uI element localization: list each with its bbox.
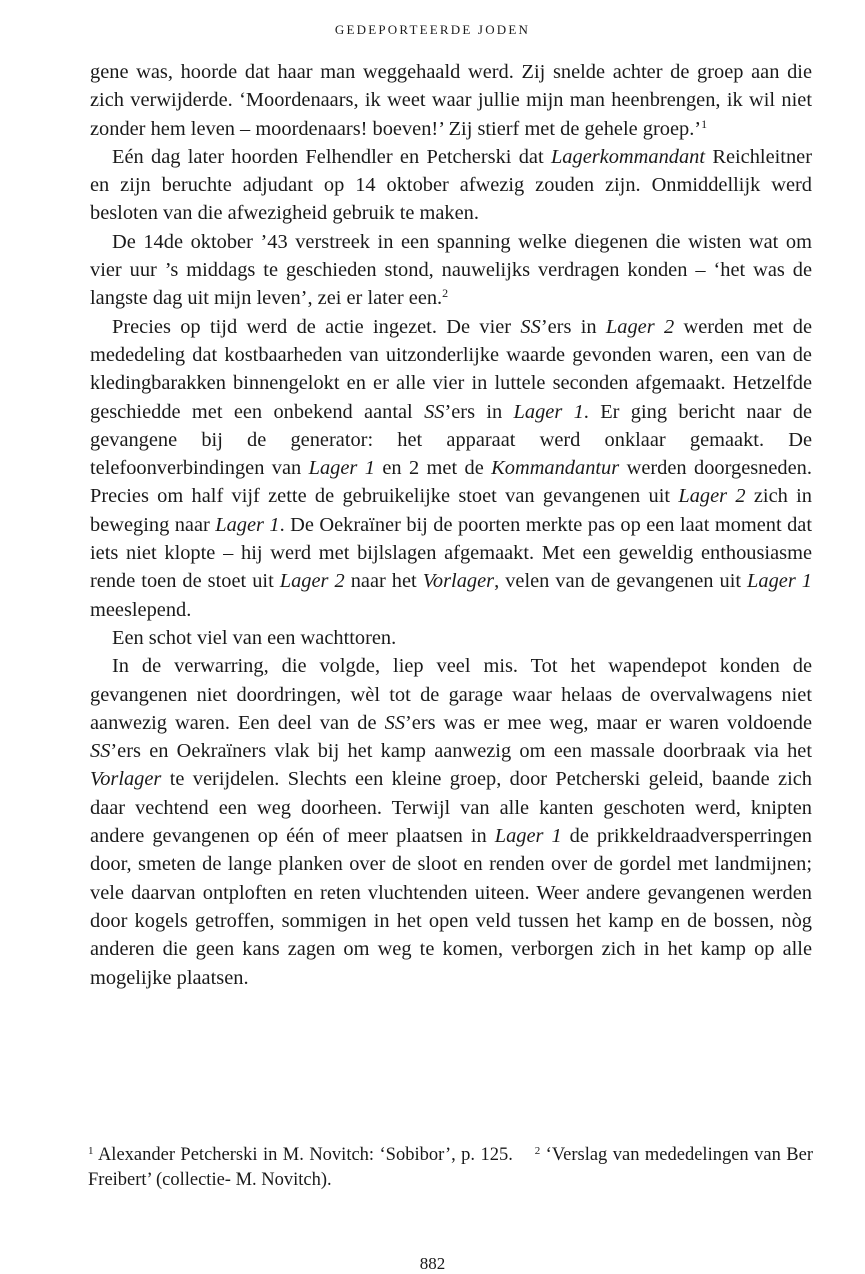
text-run: ’ers was er mee weg, maar er waren voldoende xyxy=(405,711,813,734)
footnote-text: Alexander Petcherski in M. Novitch: ‘Sobibor’, p. 125. xyxy=(97,1145,513,1165)
footnote-ref: 1 xyxy=(701,116,708,131)
text-run: . Er ging bericht naar de gevangene bij de generator: het apparaat werd onklaar gemaakt. De telefoonverbindingen van xyxy=(90,400,812,480)
italic-text: Lager 1 xyxy=(494,825,562,848)
text-run: werden doorgesneden. Precies om half vijf zette de gebruikelijke stoet van gevangenen uit xyxy=(90,457,812,508)
italic-text: Lager 2 xyxy=(605,315,675,338)
italic-text: Lager 2 xyxy=(678,485,746,508)
italic-text: Lager 2 xyxy=(279,570,345,593)
paragraph xyxy=(90,58,812,143)
text-run: meeslepend. xyxy=(90,598,192,621)
italic-text: Lagerkommandant xyxy=(550,145,706,168)
italic-text: Kommandantur xyxy=(491,457,620,480)
footnote-mark: 1 xyxy=(88,1145,94,1157)
running-head: GEDEPORTEERDE JODEN xyxy=(334,22,531,37)
paragraph xyxy=(90,624,812,652)
footnote-ref: 2 xyxy=(442,286,449,301)
paragraph xyxy=(90,228,812,313)
text-run: . De Oekraïner bij de poorten merkte pas op een laat moment dat iets niet klopte – hij werd met bijlslagen afgemaakt. Met een geweldig enthousiasme rende toen de stoet uit xyxy=(90,513,812,593)
text-run: De 14de oktober ’43 verstreek in een spanning welke diegenen die wisten wat om vier uur ’s middags te geschieden stond, nauwelijks verdragen konden – ‘het was de langste dag uit mijn leven’, zei er later een. xyxy=(90,230,812,310)
italic-text: Lager 1 xyxy=(215,513,280,536)
italic-text: Vorlager xyxy=(422,570,495,593)
text-run: naar het xyxy=(344,570,423,593)
footnotes xyxy=(88,1143,813,1193)
italic-text: Lager 1 xyxy=(747,570,812,593)
text-run: Een schot viel van een wachttoren. xyxy=(112,626,397,649)
text-run: werden met de mededeling dat kostbaarheden van uitzonderlijke waarde gevonden waren, een van de kledingbarakken binnengelokt en er alle vier in luttele seconden afgemaakt. Hetzelfde geschiedde met een onbekend aantal xyxy=(90,315,813,423)
text-run: en 2 met de xyxy=(374,457,492,480)
text-run: Eén dag later hoorden Felhendler en Petcherski dat xyxy=(112,145,551,168)
text-run: te verijdelen. Slechts een kleine groep, door Petcherski geleid, baande zich daar vechtend een weg doorheen. Terwijl van alle kanten geschoten werd, knipten andere gevangenen op één of meer plaatsen in xyxy=(90,768,812,848)
italic-text: Lager 1 xyxy=(513,400,584,423)
text-run: de prikkeldraadversperringen door, smeten de lange planken over de sloot en renden over de gordel met landmijnen; vele daarvan ontploften en reten vluchtenden uiteen. Weer andere gevangenen werden door kogels getroffen, sommigen in het open veld tussen het kamp en de bossen, nòg anderen die geen kans zagen om weg te komen, verborgen zich in het kamp op alle mogelijke plaatsen. xyxy=(90,825,813,989)
footnote-mark: 2 xyxy=(534,1145,541,1157)
italic-text: SS xyxy=(90,740,111,763)
paragraph xyxy=(90,143,812,228)
text-run: ’ers en Oekraïners vlak bij het kamp aanwezig om een massale doorbraak via het xyxy=(110,740,812,763)
body-text xyxy=(90,58,812,992)
footnote-text: ‘Verslag van mededelingen van Ber Freibert’ (collectie- M. Novitch). xyxy=(88,1145,814,1190)
text-run: gene was, hoorde dat haar man weggehaald werd. Zij snelde achter de groep aan die zich verwijderde. ‘Moordenaars, ik weet waar jullie mijn man heenbrengen, ik wil niet zonder hem leven – moordenaars! boeven!’ Zij stierf met de gehele groep.’ xyxy=(90,61,812,140)
italic-text: Lager 1 xyxy=(308,457,375,480)
italic-text: SS xyxy=(424,400,445,423)
italic-text: Vorlager xyxy=(90,768,162,791)
italic-text: SS xyxy=(520,315,541,338)
italic-text: SS xyxy=(384,711,406,734)
text-run: ’ers in xyxy=(540,315,606,338)
paragraph xyxy=(90,652,812,992)
text-run: zich in beweging naar xyxy=(90,485,812,536)
text-run: ’ers in xyxy=(444,400,514,423)
text-run: In de verwarring, die volgde, liep veel mis. Tot het wapendepot konden de gevangenen niet doordringen, wèl tot de garage waar helaas de overvalwagens niet aanwezig waren. Een deel van de xyxy=(90,655,812,734)
paragraph xyxy=(90,313,812,624)
text-run: Precies op tijd werd de actie ingezet. De vier xyxy=(112,315,521,338)
page-number: 882 xyxy=(419,1254,446,1273)
text-run: , velen van de gevangenen uit xyxy=(494,570,748,593)
text-run: Reichleitner en zijn beruchte adjudant op 14 oktober afwezig zouden zijn. Onmiddellijk werd besloten van die afwezigheid gebruik te maken. xyxy=(90,145,812,225)
